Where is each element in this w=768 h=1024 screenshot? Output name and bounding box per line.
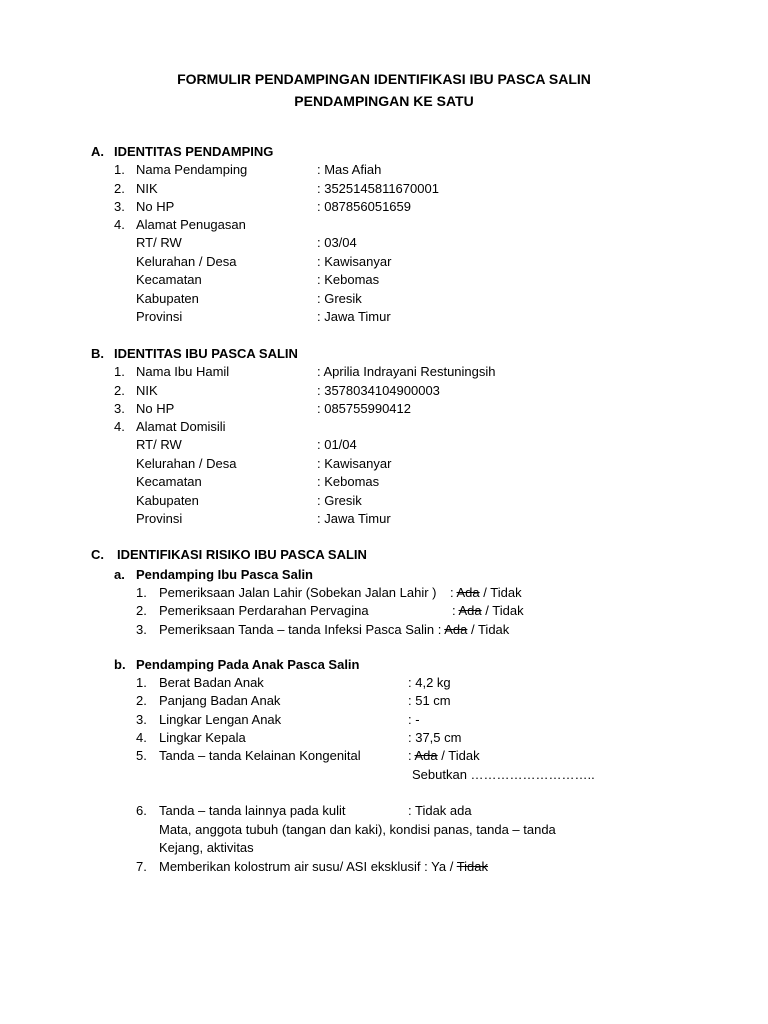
b-provinsi-label: Provinsi [136,511,183,526]
c-b-item-5-answer [408,747,480,765]
a-item-4-label: Alamat Penugasan [136,217,246,232]
a-item-2-label: NIK [136,181,158,196]
c-a-item-1-num: 1. [136,585,147,600]
c-b-item-5-label: Tanda – tanda Kelainan Kongenital [159,748,361,763]
answer-rest: / Tidak [467,622,510,637]
section-a-letter: A. [91,144,104,159]
a-item-3-num: 3. [114,199,125,214]
b-item-1-label: Nama Ibu Hamil [136,364,230,379]
c-b-item-1-label: Berat Badan Anak [159,675,264,690]
a-provinsi-label: Provinsi [136,309,183,324]
section-a-heading: IDENTITAS PENDAMPING [114,144,274,159]
c-b-item-3-label: Lingkar Lengan Anak [159,712,282,727]
c-a-item-3-num: 3. [136,622,147,637]
c-sub-a-heading: Pendamping Ibu Pasca Salin [136,567,313,582]
c-a-item-2-answer [452,602,524,620]
c-a-item-2-label: Pemeriksaan Perdarahan Pervagina [159,603,369,618]
c-b-item-7-label [159,858,488,876]
c-sub-b-heading: Pendamping Pada Anak Pasca Salin [136,657,360,672]
b-item-4-num: 4. [114,419,125,434]
c-b-item-2-value: : 51 cm [408,693,451,708]
c-a-item-1-answer [450,584,522,602]
answer-struck: Tidak [456,859,489,874]
c-b-item-2-num: 2. [136,693,147,708]
c-a-item-1-label: Pemeriksaan Jalan Lahir (Sobekan Jalan Lahir ) [159,585,437,600]
c-b-item-6-line2: Mata, anggota tubuh (tangan dan kaki), kondisi panas, tanda – tanda [159,822,556,837]
c-b-item-4-num: 4. [136,730,147,745]
c-b-item-7-num: 7. [136,859,147,874]
a-item-1-value: : Mas Afiah [317,162,382,177]
c-b-item-3-value: : - [408,712,420,727]
b-item-2-label: NIK [136,383,158,398]
c-b-item-1-value: : 4,2 kg [408,675,451,690]
a-kabupaten-label: Kabupaten [136,291,199,306]
c-a-item-3-label [159,621,509,639]
a-item-1-num: 1. [114,162,125,177]
b-kecamatan-value: : Kebomas [317,474,380,489]
a-kecamatan-value: : Kebomas [317,272,380,287]
answer-struck: Ada [444,622,468,637]
a-item-3-label: No HP [136,199,175,214]
c-b-item-4-label: Lingkar Kepala [159,730,246,745]
b-kelurahan-value: : Kawisanyar [317,456,392,471]
c-a-item-2-num: 2. [136,603,147,618]
c-b-item-6-value: : Tidak ada [408,803,472,818]
section-c-heading: IDENTIFIKASI RISIKO IBU PASCA SALIN [117,547,367,562]
a-rtrw-value: : 03/04 [317,235,357,250]
a-kelurahan-value: : Kawisanyar [317,254,392,269]
item-label-text: Memberikan kolostrum air susu/ ASI eksklusif [159,859,421,874]
a-item-4-num: 4. [114,217,125,232]
answer-colon: : [408,748,415,763]
a-provinsi-value: : Jawa Timur [317,309,391,324]
b-item-3-label: No HP [136,401,175,416]
c-sub-a-letter: a. [114,567,125,582]
answer-struck: Ada [414,748,438,763]
answer-rest: / Tidak [437,748,480,763]
answer-rest: / Tidak [481,603,524,618]
a-kelurahan-label: Kelurahan / Desa [136,254,237,269]
answer-struck: Ada [456,585,480,600]
b-item-2-num: 2. [114,383,125,398]
a-item-1-label: Nama Pendamping [136,162,248,177]
c-b-item-2-label: Panjang Badan Anak [159,693,281,708]
b-item-3-num: 3. [114,401,125,416]
b-kelurahan-label: Kelurahan / Desa [136,456,237,471]
c-b-item-6-num: 6. [136,803,147,818]
c-b-item-5-sebutkan: Sebutkan ……………………….. [412,767,595,782]
answer-colon: : [434,622,445,637]
c-b-item-6-line3: Kejang, aktivitas [159,840,254,855]
c-b-item-1-num: 1. [136,675,147,690]
item-label-text: Pemeriksaan Tanda – tanda Infeksi Pasca Salin [159,622,435,637]
c-b-item-5-num: 5. [136,748,147,763]
answer-colon: : [420,859,432,874]
c-b-item-4-value: : 37,5 cm [408,730,462,745]
b-kabupaten-label: Kabupaten [136,493,199,508]
b-item-2-value: : 3578034104900003 [317,383,440,398]
a-rtrw-label: RT/ RW [136,235,182,250]
b-item-3-value: : 085755990412 [317,401,411,416]
a-kabupaten-value: : Gresik [317,291,362,306]
answer-struck: Ada [458,603,482,618]
a-item-3-value: : 087856051659 [317,199,411,214]
form-title: FORMULIR PENDAMPINGAN IDENTIFIKASI IBU PASCA SALIN [177,71,591,87]
answer-colon: : [450,585,457,600]
b-item-1-num: 1. [114,364,125,379]
form-subtitle: PENDAMPINGAN KE SATU [294,93,474,109]
section-c-letter: C. [91,547,104,562]
section-b-letter: B. [91,346,104,361]
b-rtrw-label: RT/ RW [136,437,182,452]
b-item-1-value: : Aprilia Indrayani Restuningsih [317,364,496,379]
b-provinsi-value: : Jawa Timur [317,511,391,526]
b-item-4-label: Alamat Domisili [136,419,226,434]
section-b-heading: IDENTITAS IBU PASCA SALIN [114,346,298,361]
a-item-2-value: : 3525145811670001 [317,181,439,196]
b-rtrw-value: : 01/04 [317,437,357,452]
answer-colon: : [452,603,459,618]
a-kecamatan-label: Kecamatan [136,272,202,287]
answer-plain: Ya / [431,859,457,874]
c-b-item-6-label: Tanda – tanda lainnya pada kulit [159,803,346,818]
c-b-item-3-num: 3. [136,712,147,727]
b-kabupaten-value: : Gresik [317,493,362,508]
a-item-2-num: 2. [114,181,125,196]
b-kecamatan-label: Kecamatan [136,474,202,489]
c-sub-b-letter: b. [114,657,126,672]
answer-rest: / Tidak [479,585,522,600]
